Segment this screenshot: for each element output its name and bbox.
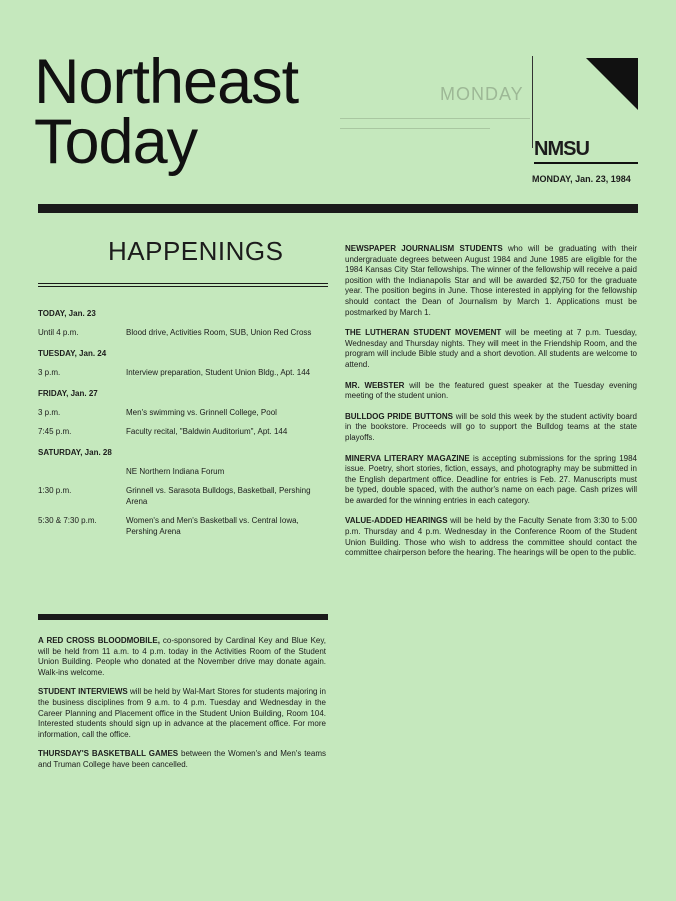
event-description: Faculty recital, "Baldwin Auditorium", Apt. 144 bbox=[126, 427, 288, 436]
event-time: Until 4 p.m. bbox=[38, 328, 79, 337]
stories-left-column bbox=[38, 636, 326, 780]
event-time: 1:30 p.m. bbox=[38, 486, 72, 495]
logo-underline bbox=[534, 162, 638, 164]
news-item bbox=[345, 516, 637, 558]
event-description: Interview preparation, Student Union Bldg., Apt. 144 bbox=[126, 368, 311, 377]
news-item bbox=[345, 412, 637, 444]
ghost-bleed-line bbox=[340, 118, 530, 119]
event-time: 3 p.m. bbox=[38, 368, 61, 377]
news-item-lead: THE LUTHERAN STUDENT MOVEMENT bbox=[345, 328, 502, 338]
schedule-day: TUESDAY, Jan. 24 bbox=[38, 349, 107, 358]
news-item-lead: STUDENT INTERVIEWS bbox=[38, 687, 128, 697]
ghost-bleed-text: MONDAY bbox=[440, 84, 524, 104]
news-item bbox=[38, 687, 326, 740]
heading-rule bbox=[38, 283, 328, 284]
university-logo bbox=[530, 56, 640, 176]
masthead-title-line-1: Northeast bbox=[34, 47, 299, 117]
news-item-body: will be the featured guest speaker at the Tuesday evening meeting of the student union. bbox=[345, 380, 637, 401]
schedule-event bbox=[38, 327, 328, 338]
schedule-event bbox=[38, 466, 328, 477]
news-item-lead: NEWSPAPER JOURNALISM STUDENTS bbox=[345, 244, 503, 253]
section-heading: HAPPENINGS bbox=[108, 236, 284, 266]
news-item bbox=[345, 244, 637, 318]
news-item bbox=[345, 381, 637, 402]
news-item-body: between the Women's and Men's teams and Truman College have been cancelled. bbox=[38, 749, 326, 769]
event-description: NE Northern Indiana Forum bbox=[126, 467, 225, 476]
news-item-body: co-sponsored by Cardinal Key and Blue Key, will be held from 11 a.m. to 4 p.m. today in the Activities Room of the Student Union Building. People who donated at the November drive may donate again. Walk-ins welcome. bbox=[38, 636, 326, 677]
news-item bbox=[345, 454, 637, 507]
masthead-rule bbox=[38, 204, 638, 213]
masthead-title-line-2: Today bbox=[34, 107, 198, 177]
news-item-body: will be held by Wal-Mart Stores for students majoring in the business disciplines from 9 a.m. to 4 p.m. Tuesday and Wednesday in the Career Planning and Placement office in the Student Union Building, Room 104. Interested students should sign up in advance at the placement office. For more information, call the office. bbox=[38, 687, 326, 739]
logo-triangle-icon bbox=[586, 58, 638, 110]
schedule-day: TODAY, Jan. 23 bbox=[38, 309, 96, 318]
event-time: 3 p.m. bbox=[38, 408, 61, 417]
news-item-body: will be meeting at 7 p.m. Tuesday, Wednesday and Thursday nights. They will meet in the Friendship Room, and the program will include Bible study and a short devotion. All students are welcome to attend. bbox=[345, 328, 638, 369]
logo-text: NMSU bbox=[534, 138, 589, 160]
schedule-event bbox=[38, 515, 328, 537]
event-time: 7:45 p.m. bbox=[38, 427, 72, 436]
news-item-body: will be sold this week by the student activity board in the bookstore. Proceeds will go to support the Bulldog teams at the state playoffs. bbox=[345, 411, 637, 442]
news-item bbox=[38, 749, 326, 770]
schedule-event bbox=[38, 485, 328, 507]
news-item-lead: VALUE-ADDED HEARINGS bbox=[345, 516, 448, 526]
schedule-day: SATURDAY, Jan. 28 bbox=[38, 448, 112, 457]
heading-rule bbox=[38, 286, 328, 287]
event-description: Blood drive, Activities Room, SUB, Union Red Cross bbox=[126, 328, 312, 337]
news-item-body: will be held by the Faculty Senate from 3:30 to 5:00 p.m. Thursday and 4 p.m. Wednesday in the Conference Room of the Student Union Building. Those who wish to address the committee should contact the committee chairperson before the hearing. The hearings will be open to the public. bbox=[345, 516, 637, 558]
event-description: Grinnell vs. Sarasota Bulldogs, Basketball, Pershing Arena bbox=[126, 486, 311, 506]
news-item bbox=[345, 328, 637, 370]
news-item-lead: MR. WEBSTER bbox=[345, 380, 405, 390]
news-item-body: is accepting submissions for the spring 1984 issue. Poetry, short stories, fiction, essays, and photography may be submitted in the English department office. Deadline for entries is Feb. 27. Manuscripts must be typed, double spaced, with the author's name on each page. Cash prizes will be awarded for the winning entries in each category. bbox=[345, 453, 638, 505]
news-item bbox=[38, 636, 326, 678]
schedule-day: FRIDAY, Jan. 27 bbox=[38, 389, 98, 398]
event-description: Men's swimming vs. Grinnell College, Pool bbox=[126, 408, 277, 417]
logo-divider bbox=[532, 56, 533, 148]
schedule-event bbox=[38, 367, 328, 378]
event-schedule bbox=[38, 298, 328, 537]
news-item-lead: BULLDOG PRIDE BUTTONS bbox=[345, 411, 454, 421]
news-item-lead: A RED CROSS BLOODMOBILE, bbox=[38, 636, 160, 645]
event-time bbox=[38, 466, 126, 477]
masthead-title bbox=[34, 47, 299, 177]
ghost-bleed-line bbox=[340, 128, 490, 129]
event-description: Women's and Men's Basketball vs. Central Iowa, Pershing Arena bbox=[126, 516, 299, 536]
news-item-lead: THURSDAY'S BASKETBALL GAMES bbox=[38, 749, 179, 759]
news-item-lead: MINERVA LITERARY MAGAZINE bbox=[345, 453, 470, 463]
event-time: 5:30 & 7:30 p.m. bbox=[38, 516, 97, 525]
stories-right-column bbox=[345, 244, 637, 569]
schedule-event bbox=[38, 407, 328, 418]
issue-date: MONDAY, Jan. 23, 1984 bbox=[532, 174, 631, 184]
news-item-body: who will be graduating with their undergraduate degrees between August 1984 and June 1985 are eligible for the 1984 Kansas City Star fellowships. The winner of the fellowship will receive a paid position with the Indianapolis Star and will be awarded $2,750 for the graduate year. The position begins in June. Those interested in applying for the fellowship should contact the Dean of Journalism by March 1. Applications must be postmarked by March 1. bbox=[345, 244, 637, 317]
schedule-event bbox=[38, 426, 328, 437]
section-divider bbox=[38, 614, 328, 620]
